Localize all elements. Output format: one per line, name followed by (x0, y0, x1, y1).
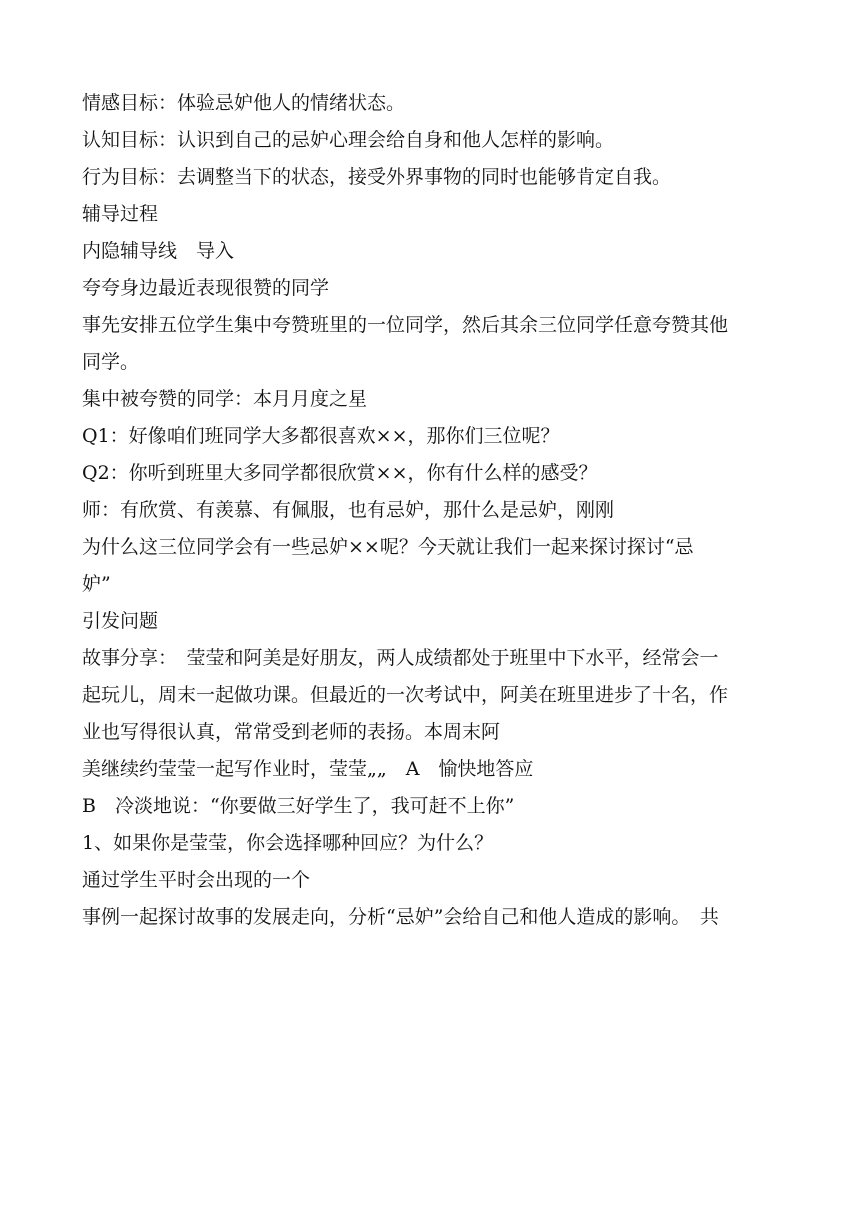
text-line-story-option-b: B 冷淡地说：“你要做三好学生了，我可赶不上你” (82, 795, 515, 817)
text-line-analysis-cont: 事例一起探讨故事的发展走向，分析“忌妒”会给自己和他人造成的影响。 共 (82, 906, 719, 928)
text-line-q1: Q1：好像咱们班同学大多都很喜欢××，那你们三位呢？ (82, 425, 560, 447)
text-line-story-1: 故事分享： 莹莹和阿美是好朋友，两人成绩都处于班里中下水平，经常会一 (82, 647, 719, 669)
text-line-analysis: 通过学生平时会出现的一个 (82, 869, 311, 891)
text-line-goal-behavior: 行为目标：去调整当下的状态，接受外界事物的同时也能够肯定自我。 (82, 166, 672, 188)
text-line-teacher-cont: 为什么这三位同学会有一些忌妒××呢？今天就让我们一起来探讨探讨“忌 (82, 536, 694, 558)
document-body (82, 85, 782, 936)
text-line-goal-emotion: 情感目标：体验忌妒他人的情绪状态。 (82, 92, 406, 114)
text-line-question-1: 1、如果你是莹莹，你会选择哪种回应？为什么？ (82, 832, 494, 854)
text-line-story-3: 业也写得很认真，常常受到老师的表扬。本周末阿 (82, 721, 501, 743)
text-line-activity-desc: 事先安排五位学生集中夸赞班里的一位同学，然后其余三位同学任意夸赞其他 (82, 314, 729, 336)
text-line-story-option-a: 美继续约莹莹一起写作业时，莹莹„„ A 愉快地答应 (82, 758, 534, 780)
text-line-activity-title: 夸夸身边最近表现很赞的同学 (82, 277, 330, 299)
text-line-praised-student: 集中被夸赞的同学：本月月度之星 (82, 388, 368, 410)
text-line-activity-desc-cont: 同学。 (82, 351, 140, 373)
text-line-goal-cognition: 认知目标：认识到自己的忌妒心理会给自身和他人怎样的影响。 (82, 129, 615, 151)
text-line-intro: 内隐辅导线 导入 (82, 240, 235, 262)
text-line-teacher-end: 妒” (82, 573, 111, 595)
text-line-story-2: 起玩儿，周末一起做功课。但最近的一次考试中，阿美在班里进步了十名，作 (82, 684, 729, 706)
text-line-q2: Q2：你听到班里大多同学都很欣赏××，你有什么样的感受？ (82, 462, 598, 484)
section-heading-problem: 引发问题 (82, 610, 159, 632)
text-line-teacher: 师：有欣赏、有羡慕、有佩服，也有忌妒，那什么是忌妒，刚刚 (82, 499, 615, 521)
section-heading-process: 辅导过程 (82, 203, 159, 225)
